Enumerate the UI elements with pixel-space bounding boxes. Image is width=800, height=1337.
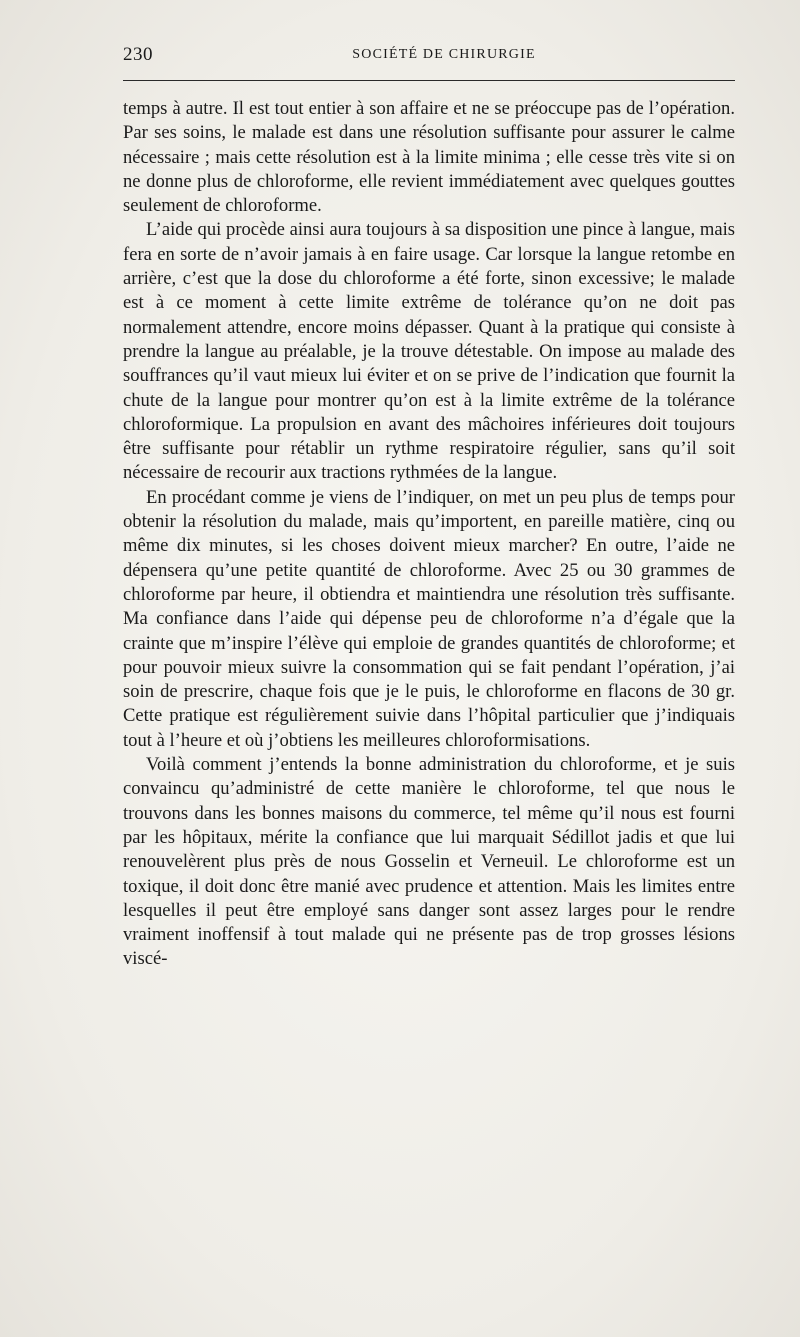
paragraph: temps à autre. Il est tout entier à son affaire et ne se préoccupe pas de l’opération. Par ses soins, le malade est dans une résolution suffisante pour assurer le calme nécessaire ; mais cette résolution est à la limite minima ; elle cesse très vite si on ne donne plus de chloroforme, elle revient immédiatement avec quelques gouttes seulement de chloroforme. bbox=[123, 98, 735, 217]
paragraph: Voilà comment j’entends la bonne administration du chloroforme, et je suis convaincu qu’administré de cette manière le chloroforme, tel que nous le trouvons dans les bonnes maisons du commerce, tel même qu’il nous est fourni par les hôpitaux, mérite la confiance que lui marquait Sédillot jadis et que lui renouvelèrent plus près de nous Gosselin et Verneuil. Le chloroforme est un toxique, il doit donc être manié avec prudence et attention. Mais les limites entre lesquelles il peut être employé sans danger sont assez larges pour le rendre vraiment inoffensif à tout malade qui ne présente pas de trop grosses lésions viscé- bbox=[123, 754, 735, 970]
body-text bbox=[123, 97, 735, 972]
header-rule bbox=[123, 80, 735, 81]
paragraph: En procédant comme je viens de l’indiquer, on met un peu plus de temps pour obtenir la résolution du malade, mais qu’importent, en pareille matière, cinq ou même dix minutes, si les choses doivent mieux marcher? En outre, l’aide ne dépensera qu’une petite quantité de chloroforme. Avec 25 ou 30 grammes de chloroforme par heure, il obtiendra et maintiendra une résolution très suffisante. Ma confiance dans l’aide qui dépense peu de chloroforme n’a d’égale que la crainte que m’inspire l’élève qui emploie de grandes quantités de chloroforme; et pour pouvoir mieux suivre la consommation qui se fait pendant l’opération, j’ai soin de prescrire, chaque fois que je le puis, le chloroforme en flacons de 30 gr. Cette pratique est régulièrement suivie dans l’hôpital particulier que j’indiquais tout à l’heure et où j’obtiens les meilleures chloroformisations. bbox=[123, 486, 735, 751]
paragraph: L’aide qui procède ainsi aura toujours à sa disposition une pince à langue, mais fera en sorte de n’avoir jamais à en faire usage. Car lorsque la langue retombe en arrière, c’est que la dose du chloroforme a été forte, sinon excessive; le malade est à ce moment à cette limite extrême de tolérance qu’on ne doit pas normalement attendre, encore moins dépasser. Quant à la pratique qui consiste à prendre la langue au préalable, je la trouve détestable. On impose au malade des souffrances qu’il vaut mieux lui éviter et on se prive de l’indication que fournit la chute de la langue pour montrer qu’on est à la limite extrême de la tolérance chloroformique. La propulsion en avant des mâchoires inférieures doit toujours être suffisante pour rétablir un rythme respiratoire régulier, sans qu’il soit nécessaire de recourir aux tractions rythmées de la langue. bbox=[123, 219, 735, 484]
page-header bbox=[123, 44, 735, 68]
page-number: 230 bbox=[123, 44, 153, 65]
running-title: SOCIÉTÉ DE CHIRURGIE bbox=[352, 47, 536, 62]
